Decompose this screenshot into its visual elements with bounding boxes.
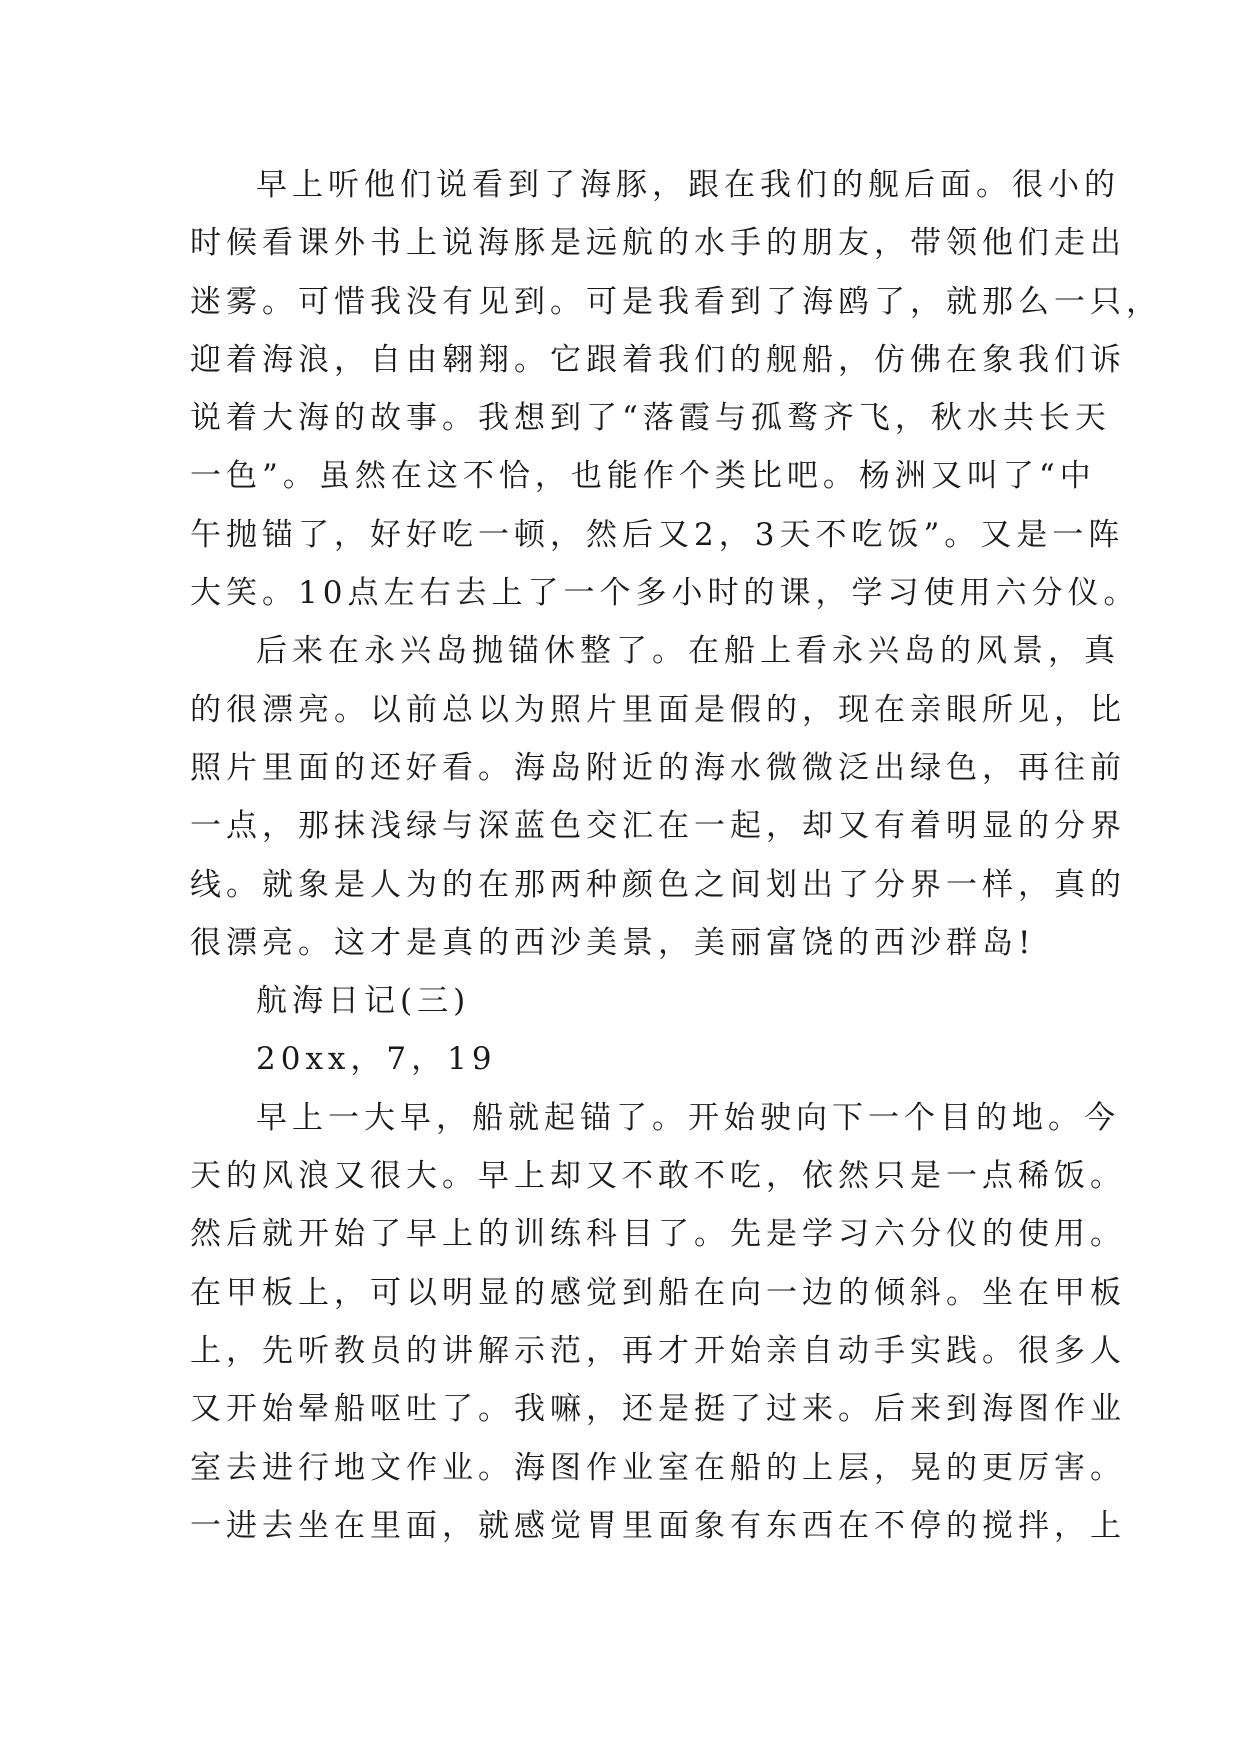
diary-date: 20xx，7，19 bbox=[256, 1041, 497, 1078]
text-line: 大笑。10点左右去上了一个多小时的课，学习使用六分仪。 bbox=[190, 575, 1140, 612]
text-line: 午抛锚了，好好吃一顿，然后又2，3天不吃饭”。又是一阵 bbox=[190, 516, 1125, 553]
text-line: 很漂亮。这才是真的西沙美景，美丽富饶的西沙群岛! bbox=[190, 924, 1036, 961]
text-line: 迎着海浪，自由翱翔。它跟着我们的舰船，仿佛在象我们诉 bbox=[190, 341, 1126, 378]
text-line: 上，先听教员的讲解示范，再才开始亲自动手实践。很多人 bbox=[190, 1332, 1126, 1369]
diary-text bbox=[190, 156, 1162, 1555]
section-heading: 航海日记(三) bbox=[256, 983, 471, 1020]
text-line: 迷雾。可惜我没有见到。可是我看到了海鸥了，就那么一只， bbox=[190, 283, 1162, 320]
text-line: 然后就开始了早上的训练科目了。先是学习六分仪的使用。 bbox=[190, 1216, 1126, 1253]
text-line: 说着大海的故事。我想到了“落霞与孤鹜齐飞，秋水共长天 bbox=[190, 400, 1111, 437]
text-line: 室去进行地文作业。海图作业室在船的上层，晃的更厉害。 bbox=[190, 1449, 1126, 1486]
text-line: 在甲板上，可以明显的感觉到船在向一边的倾斜。坐在甲板 bbox=[190, 1274, 1126, 1311]
text-line: 的很漂亮。以前总以为照片里面是假的，现在亲眼所见，比 bbox=[190, 691, 1126, 728]
text-line: 又开始晕船呕吐了。我嘛，还是挺了过来。后来到海图作业 bbox=[190, 1391, 1126, 1428]
text-line: 一点，那抹浅绿与深蓝色交汇在一起，却又有着明显的分界 bbox=[190, 808, 1126, 845]
text-line: 线。就象是人为的在那两种颜色之间划出了分界一样，真的 bbox=[190, 866, 1126, 903]
text-line: 早上听他们说看到了海豚，跟在我们的舰后面。很小的 bbox=[256, 167, 1120, 203]
text-line: 一进去坐在里面，就感觉胃里面象有东西在不停的搅拌，上 bbox=[190, 1507, 1126, 1544]
text-line: 照片里面的还好看。海岛附近的海水微微泛出绿色，再往前 bbox=[190, 749, 1126, 786]
text-line: 后来在永兴岛抛锚休整了。在船上看永兴岛的风景，真 bbox=[256, 633, 1120, 670]
text-line: 天的风浪又很大。早上却又不敢不吃，依然只是一点稀饭。 bbox=[190, 1158, 1126, 1195]
text-line: 早上一大早，船就起锚了。开始驶向下一个目的地。今 bbox=[256, 1099, 1120, 1136]
text-line: 一色”。虽然在这不恰，也能作个类比吧。杨洲又叫了“中 bbox=[190, 458, 1096, 495]
text-line: 时候看课外书上说海豚是远航的水手的朋友，带领他们走出 bbox=[190, 225, 1126, 262]
